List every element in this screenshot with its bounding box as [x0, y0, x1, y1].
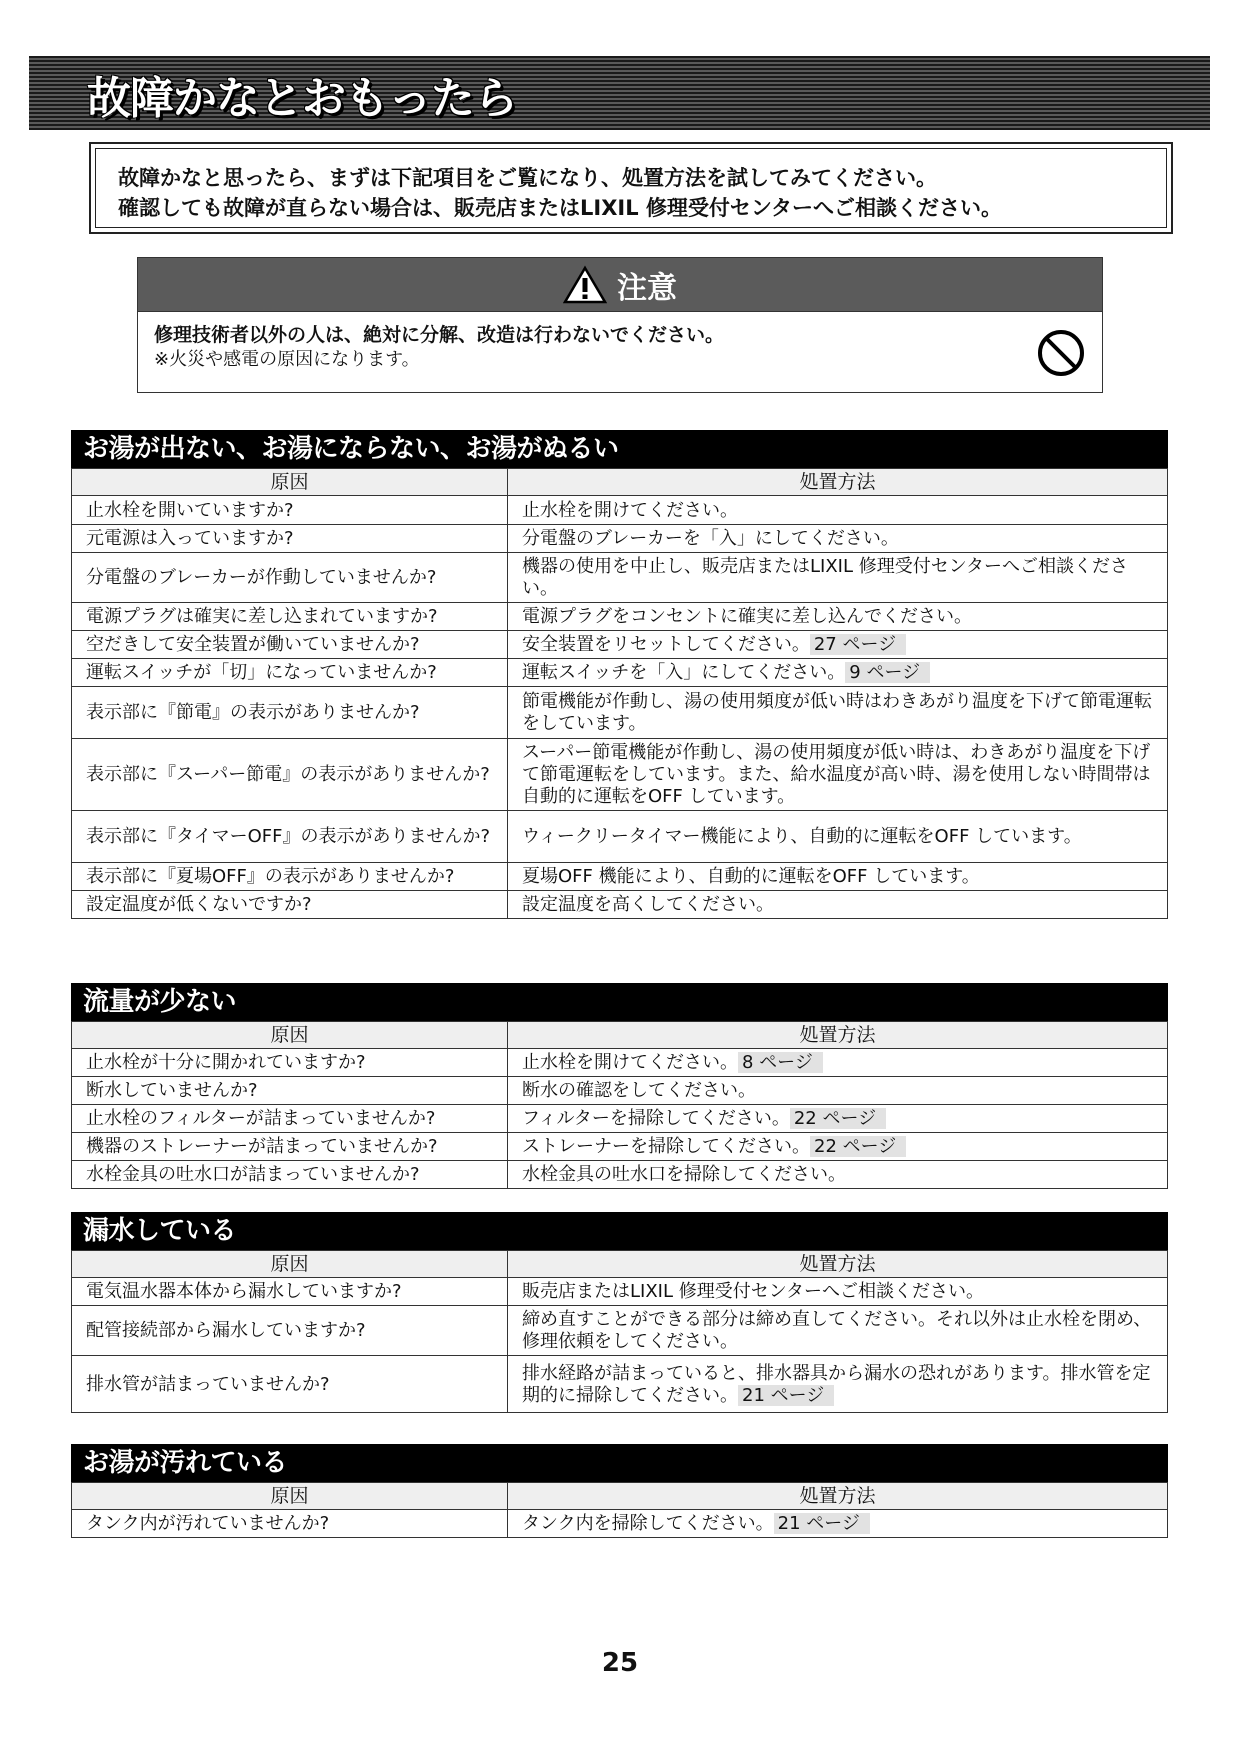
remedy-text: 機器の使用を中止し、販売店またはLIXIL 修理受付センターへご相談ください。	[522, 556, 1129, 599]
remedy-cell	[508, 1049, 1168, 1077]
remedy-column-header: 処置方法	[508, 469, 1168, 496]
cause-cell: 運転スイッチが「切」になっていませんか?	[72, 659, 508, 687]
remedy-column-header: 処置方法	[508, 1251, 1168, 1278]
cause-cell: 表示部に『節電』の表示がありませんか?	[72, 687, 508, 739]
remedy-text: タンク内を掃除してください。	[522, 1513, 774, 1534]
remedy-cell	[508, 603, 1168, 631]
table-row	[72, 811, 1168, 863]
remedy-cell	[508, 1306, 1168, 1356]
cause-cell: 表示部に『タイマーOFF』の表示がありませんか?	[72, 811, 508, 863]
section-title: 流量が少ない	[71, 983, 1168, 1021]
section-title: お湯が出ない、お湯にならない、お湯がぬるい	[71, 430, 1168, 468]
cause-cell: 排水管が詰まっていませんか?	[72, 1356, 508, 1413]
intro-line-2: 確認しても故障が直らない場合は、販売店またはLIXIL 修理受付センターへご相談ください。	[118, 196, 1003, 220]
remedy-text: 設定温度を高くしてください。	[522, 894, 774, 915]
cause-column-header: 原因	[72, 1483, 508, 1510]
section-title: 漏水している	[71, 1212, 1168, 1250]
trouble-table	[71, 468, 1168, 919]
cause-cell: 断水していませんか?	[72, 1077, 508, 1105]
remedy-cell	[508, 631, 1168, 659]
cause-cell: 止水栓が十分に開かれていますか?	[72, 1049, 508, 1077]
intro-box	[89, 142, 1173, 234]
remedy-cell	[508, 1356, 1168, 1413]
caution-heading: 注意	[617, 270, 677, 306]
cause-cell: 表示部に『夏場OFF』の表示がありませんか?	[72, 863, 508, 891]
trouble-section	[71, 1444, 1168, 1538]
cause-cell: 空だきして安全装置が働いていませんか?	[72, 631, 508, 659]
caution-text: 修理技術者以外の人は、絶対に分解、改造は行わないでください。	[154, 324, 725, 346]
remedy-text: 販売店またはLIXIL 修理受付センターへご相談ください。	[522, 1281, 985, 1302]
remedy-text: 夏場OFF 機能により、自動的に運転をOFF しています。	[522, 866, 980, 887]
remedy-text: 水栓金具の吐水口を掃除してください。	[522, 1164, 846, 1185]
remedy-text: 運転スイッチを「入」にしてください。	[522, 662, 846, 683]
remedy-text: ウィークリータイマー機能により、自動的に運転をOFF しています。	[522, 826, 1082, 847]
remedy-text: ストレーナーを掃除してください。	[522, 1136, 810, 1157]
cause-cell: 機器のストレーナーが詰まっていませんか?	[72, 1133, 508, 1161]
table-row	[72, 659, 1168, 687]
table-row	[72, 1077, 1168, 1105]
trouble-section	[71, 983, 1168, 1189]
page-title: 故障かなとおもったら	[87, 73, 517, 124]
table-row	[72, 603, 1168, 631]
page-reference: 21 ページ	[738, 1385, 834, 1406]
remedy-text: 排水経路が詰まっていると、排水器具から漏水の恐れがあります。排水管を定期的に掃除してください。	[522, 1362, 1151, 1406]
table-row	[72, 739, 1168, 811]
remedy-text: 締め直すことができる部分は締め直してください。それ以外は止水栓を閉め、修理依頼をしてください。	[522, 1309, 1152, 1352]
cause-cell: 電気温水器本体から漏水していますか?	[72, 1278, 508, 1306]
table-row	[72, 1510, 1168, 1538]
remedy-cell	[508, 1105, 1168, 1133]
table-header-row	[72, 1022, 1168, 1049]
section-title: お湯が汚れている	[71, 1444, 1168, 1482]
table-header-row	[72, 1251, 1168, 1278]
cause-column-header: 原因	[72, 1251, 508, 1278]
trouble-section	[71, 430, 1168, 919]
table-row	[72, 496, 1168, 525]
page-reference: 22 ページ	[790, 1108, 886, 1129]
table-row	[72, 631, 1168, 659]
cause-cell: 止水栓のフィルターが詰まっていませんか?	[72, 1105, 508, 1133]
remedy-text: フィルターを掃除してください。	[522, 1108, 790, 1129]
remedy-cell	[508, 687, 1168, 739]
remedy-cell	[508, 525, 1168, 553]
trouble-table	[71, 1021, 1168, 1189]
page-reference: 27 ページ	[810, 634, 906, 655]
intro-line-1: 故障かなと思ったら、まずは下記項目をご覧になり、処置方法を試してみてください。	[118, 166, 937, 190]
page-number: 25	[601, 1648, 639, 1678]
remedy-column-header: 処置方法	[508, 1022, 1168, 1049]
remedy-cell	[508, 1133, 1168, 1161]
page-reference: 21 ページ	[774, 1513, 870, 1534]
table-row	[72, 1356, 1168, 1413]
trouble-table	[71, 1250, 1168, 1413]
cause-column-header: 原因	[72, 469, 508, 496]
table-row	[72, 1161, 1168, 1189]
remedy-cell	[508, 811, 1168, 863]
remedy-text: スーパー節電機能が作動し、湯の使用頻度が低い時は、わきあがり温度を下げて節電運転をしています。また、給水温度が高い時、湯を使用しない時間帯は自動的に運転をOFF しています。	[522, 742, 1151, 807]
remedy-text: 分電盤のブレーカーを「入」にしてください。	[522, 528, 899, 549]
remedy-cell	[508, 659, 1168, 687]
remedy-text: 安全装置をリセットしてください。	[522, 634, 810, 655]
remedy-cell	[508, 863, 1168, 891]
cause-column-header: 原因	[72, 1022, 508, 1049]
remedy-cell	[508, 891, 1168, 919]
prohibition-icon	[1036, 328, 1086, 378]
cause-cell: 水栓金具の吐水口が詰まっていませんか?	[72, 1161, 508, 1189]
title-band	[29, 56, 1210, 130]
remedy-text: 節電機能が作動し、湯の使用頻度が低い時はわきあがり温度を下げて節電運転をしています。	[522, 691, 1152, 734]
remedy-text: 断水の確認をしてください。	[522, 1080, 756, 1101]
cause-cell: 分電盤のブレーカーが作動していませんか?	[72, 553, 508, 603]
remedy-cell	[508, 1161, 1168, 1189]
table-row	[72, 687, 1168, 739]
page-reference: 8 ページ	[738, 1052, 823, 1073]
cause-cell: 設定温度が低くないですか?	[72, 891, 508, 919]
table-row	[72, 525, 1168, 553]
remedy-cell	[508, 1077, 1168, 1105]
cause-cell: 止水栓を開いていますか?	[72, 496, 508, 525]
remedy-cell	[508, 496, 1168, 525]
page-reference: 22 ページ	[810, 1136, 906, 1157]
caution-header	[138, 258, 1102, 312]
remedy-cell	[508, 1510, 1168, 1538]
table-row	[72, 1306, 1168, 1356]
table-header-row	[72, 469, 1168, 496]
remedy-cell	[508, 553, 1168, 603]
table-row	[72, 1049, 1168, 1077]
cause-cell: 電源プラグは確実に差し込まれていますか?	[72, 603, 508, 631]
cause-cell: 配管接続部から漏水していますか?	[72, 1306, 508, 1356]
remedy-text: 電源プラグをコンセントに確実に差し込んでください。	[522, 606, 972, 627]
remedy-text: 止水栓を開けてください。	[522, 1052, 738, 1073]
cause-cell: 元電源は入っていますか?	[72, 525, 508, 553]
caution-note: ※火災や感電の原因になります。	[154, 349, 420, 370]
remedy-cell	[508, 739, 1168, 811]
remedy-text: 止水栓を開けてください。	[522, 499, 738, 521]
cause-cell: 表示部に『スーパー節電』の表示がありませんか?	[72, 739, 508, 811]
remedy-cell	[508, 1278, 1168, 1306]
table-header-row	[72, 1483, 1168, 1510]
remedy-column-header: 処置方法	[508, 1483, 1168, 1510]
page-reference: 9 ページ	[845, 662, 930, 683]
cause-cell: タンク内が汚れていませんか?	[72, 1510, 508, 1538]
caution-box	[137, 257, 1103, 393]
table-row	[72, 863, 1168, 891]
trouble-table	[71, 1482, 1168, 1538]
table-row	[72, 1278, 1168, 1306]
table-row	[72, 891, 1168, 919]
table-row	[72, 1133, 1168, 1161]
table-row	[72, 553, 1168, 603]
trouble-section	[71, 1212, 1168, 1413]
warning-triangle-icon	[563, 265, 607, 305]
table-row	[72, 1105, 1168, 1133]
